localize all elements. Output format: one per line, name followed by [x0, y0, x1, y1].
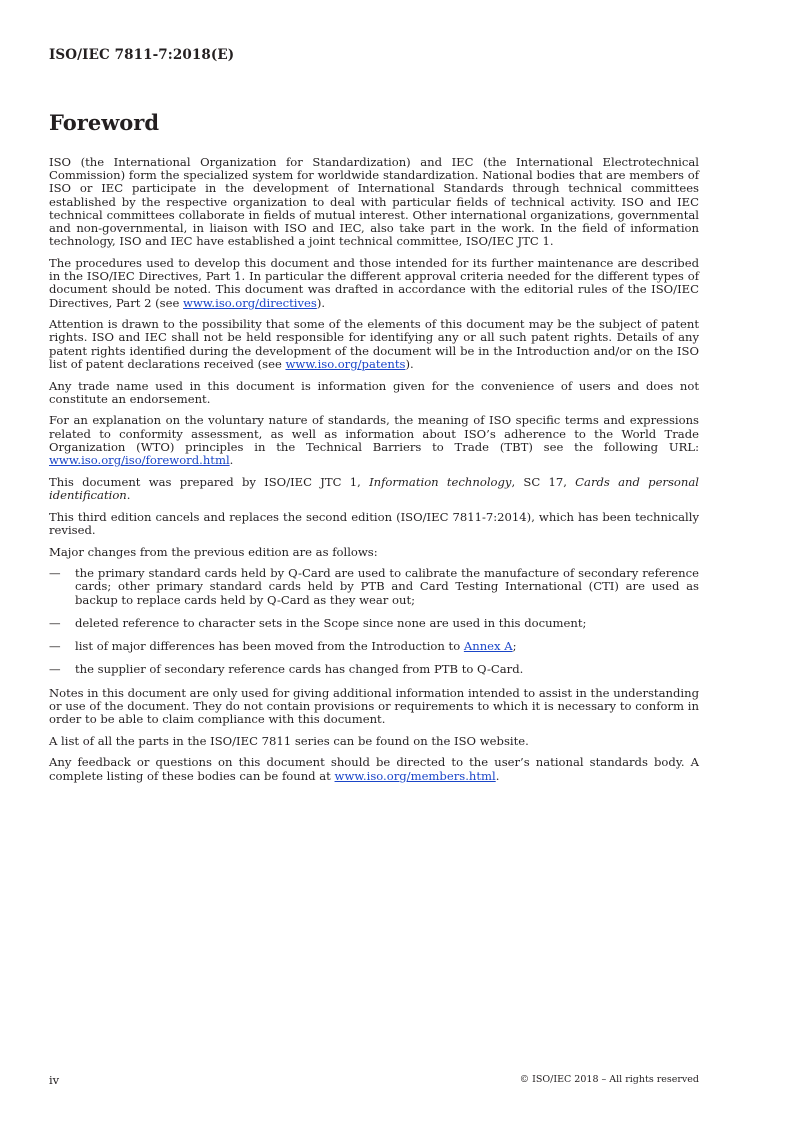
page-number: iv	[49, 1073, 60, 1087]
page-footer	[49, 1073, 699, 1087]
patents-link[interactable]: www.iso.org/patents	[285, 356, 406, 371]
foreword-body	[49, 156, 699, 791]
foreword-link[interactable]: www.iso.org/iso/foreword.html	[49, 453, 230, 468]
document-page	[49, 0, 699, 1122]
paragraph-trade-name: Any trade name used in this document is information given for the convenience of users and does not constitute an endorsement.	[49, 378, 699, 406]
paragraph-prepared-by	[49, 476, 699, 502]
list-item	[49, 663, 699, 676]
list-item	[49, 617, 699, 630]
paragraph-text: .	[229, 453, 234, 468]
list-dash: —	[49, 662, 61, 677]
list-item	[49, 567, 699, 607]
list-item	[49, 640, 699, 653]
paragraph-text: Any feedback or questions on this document should be directed to the user’s national standards body. A complete listing of these bodies can be found at	[49, 755, 699, 783]
annex-a-link[interactable]: Annex A	[463, 639, 513, 654]
list-item-text: the primary standard cards held by Q-Card are used to calibrate the manufacture of secondary reference cards; other primary standard cards held by PTB and Card Testing International (CTI) are used as backup to replace cards held by Q-Card as they wear out;	[75, 566, 699, 607]
list-item-text: the supplier of secondary reference cards has changed from PTB to Q-Card.	[75, 662, 524, 677]
paragraph-text: ).	[316, 295, 326, 310]
list-item-text: deleted reference to character sets in the Scope since none are used in this document;	[75, 615, 587, 630]
paragraph-text: For an explanation on the voluntary nature of standards, the meaning of ISO specific terms and expressions related to conformity assessment, as well as information about ISO’s adherence to the World Trade Organization (WTO) principles in the Technical Barriers to Trade (TBT) see the following URL:	[49, 413, 699, 454]
paragraph-major-changes-intro: Major changes from the previous edition are as follows:	[49, 544, 378, 559]
list-dash: —	[49, 615, 61, 630]
paragraph-text: .	[126, 487, 131, 502]
paragraph-text: , SC 17,	[511, 474, 576, 489]
directives-link[interactable]: www.iso.org/directives	[183, 295, 317, 310]
paragraph-patents	[49, 318, 699, 371]
paragraph-procedures	[49, 257, 699, 310]
list-item-text: ;	[512, 639, 517, 654]
page-title: Foreword	[49, 110, 160, 135]
paragraph-text: The procedures used to develop this document and those intended for its further maintenance are described in the ISO/IEC Directives, Part 1. In particular the different approval criteria needed for the different types of document should be noted. This document was drafted in accordance with the editorial rules of the ISO/IEC Directives, Part 2 (see	[49, 255, 699, 310]
paragraph-feedback	[49, 756, 699, 782]
list-item-text: list of major differences has been moved from the Introduction to	[75, 639, 464, 654]
list-dash: —	[49, 566, 61, 581]
subcommittee-title: Cards and personal identification	[49, 474, 699, 502]
paragraph-text: .	[495, 768, 500, 783]
paragraph-iso-iec-intro: ISO (the International Organization for Standardization) and IEC (the International Electrotechnical Commission) form the specialized system for worldwide standardization. National bodies that are members of ISO or IEC participate in the development of International Standards through technical committees established by the respective organization to deal with particular fields of technical activity. ISO and IEC technical committees collaborate in fields of mutual interest. Other international organizations, governmental and non-governmental, in liaison with ISO and IEC, also take part in the work. In the field of information technology, ISO and IEC have established a joint technical committee, ISO/IEC JTC 1.	[49, 155, 699, 249]
paragraph-edition: This third edition cancels and replaces the second edition (ISO/IEC 7811-7:2014), which has been technically revised.	[49, 509, 699, 537]
copyright-notice: © ISO/IEC 2018 – All rights reserved	[519, 1074, 699, 1085]
paragraph-parts-list: A list of all the parts in the ISO/IEC 7811 series can be found on the ISO website.	[49, 733, 529, 748]
members-link[interactable]: www.iso.org/members.html	[334, 768, 496, 783]
list-dash: —	[49, 639, 61, 654]
paragraph-notes: Notes in this document are only used for giving additional information intended to assist in the understanding or use of the document. They do not contain provisions or requirements to which it is necessary to conform in order to be able to claim compliance with this document.	[49, 685, 699, 726]
document-identifier: ISO/IEC 7811-7:2018(E)	[49, 47, 235, 63]
paragraph-text: Attention is drawn to the possibility that some of the elements of this document may be the subject of patent rights. ISO and IEC shall not be held responsible for identifying any or all such patent rights. Details of any patent rights identified during the development of the document will be in the Introduction and/or on the ISO list of patent declarations received (see	[49, 317, 699, 371]
major-changes-list	[49, 567, 699, 676]
committee-title: Information technology	[369, 474, 512, 489]
paragraph-text: This document was prepared by ISO/IEC JTC 1,	[49, 474, 370, 489]
paragraph-text: ).	[405, 356, 414, 371]
paragraph-voluntary-nature	[49, 414, 699, 467]
